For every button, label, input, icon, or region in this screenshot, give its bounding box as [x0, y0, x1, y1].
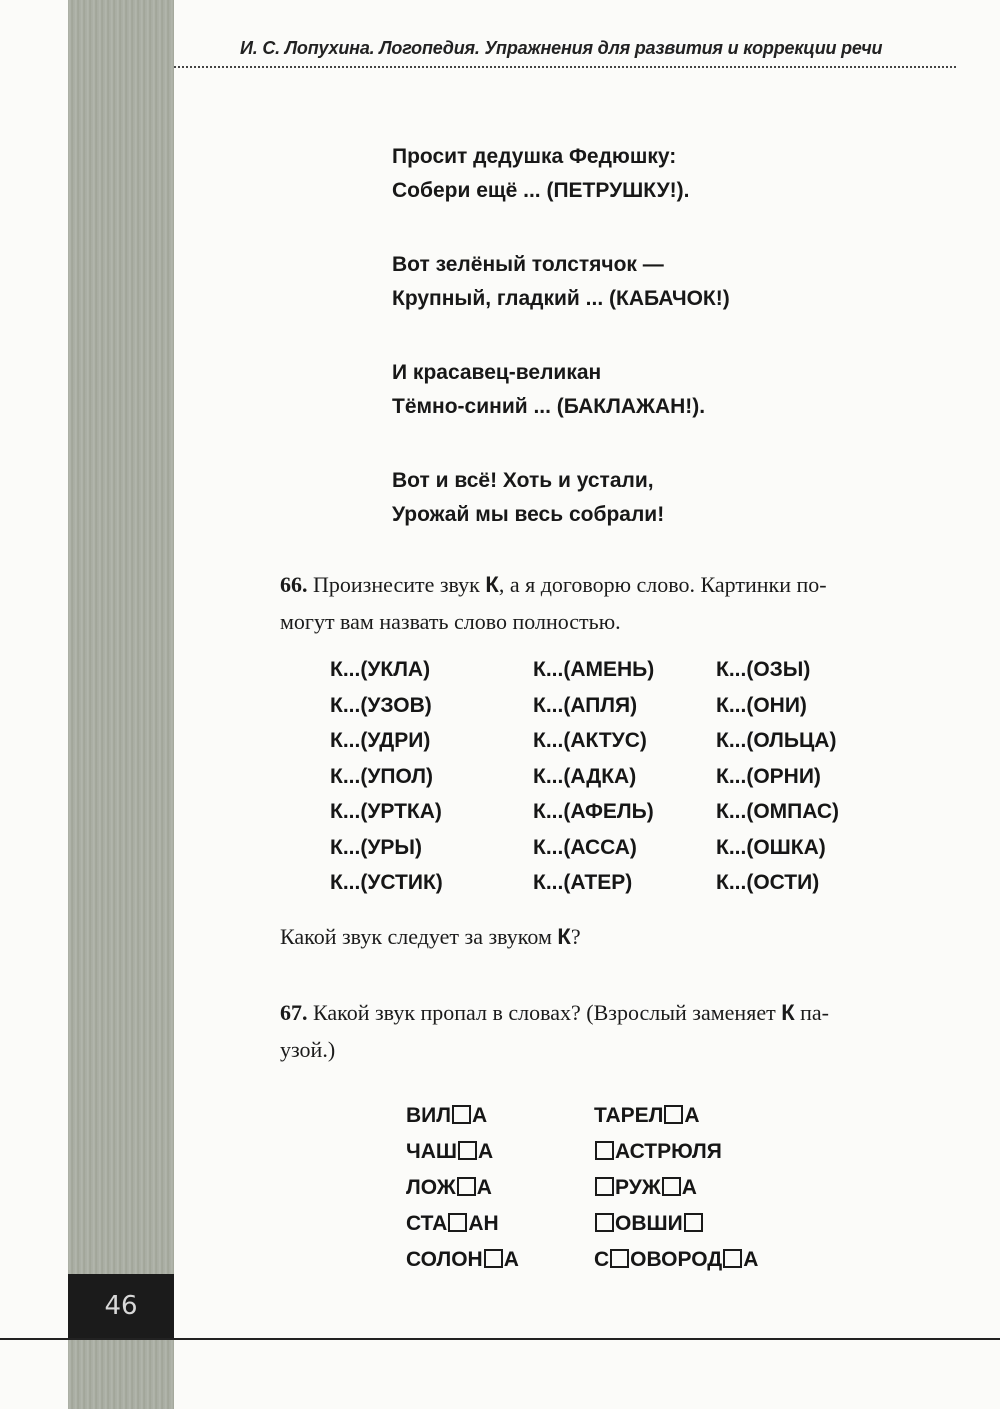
- task-67-instruction: [280, 994, 950, 1068]
- task-67-line-2: узой.): [280, 1037, 336, 1062]
- task-66-column-1: [330, 652, 443, 901]
- poem-line: Урожай мы весь собрали!: [392, 503, 665, 526]
- word-part: А: [743, 1248, 759, 1271]
- word-part: ОВШИ: [615, 1212, 683, 1235]
- question-text-b: ?: [570, 924, 581, 949]
- poem: [392, 140, 730, 572]
- word-part: ЧАШ: [406, 1140, 458, 1163]
- word-part: ТАРЕЛ: [594, 1104, 664, 1127]
- word-part: ВИЛ: [406, 1104, 451, 1127]
- word-part: АН: [468, 1212, 499, 1235]
- word-item: К...(УКЛА): [330, 658, 431, 681]
- task-66-text-a: Произнесите звук: [307, 572, 486, 597]
- task-66-text-b: , а я договорю слово. Картинки по-: [498, 572, 827, 597]
- word-item: К...(АТЕР): [533, 871, 633, 894]
- task-66-column-2: [533, 652, 654, 901]
- word-item: К...(ОМПАС): [716, 800, 840, 823]
- poem-stanza: [392, 356, 730, 424]
- missing-letter-box: [452, 1105, 471, 1124]
- word-item: К...(ОШКА): [716, 835, 826, 859]
- word-part: А: [476, 1176, 492, 1199]
- word-part: С: [594, 1248, 610, 1271]
- task-67-line-1: [280, 994, 950, 1031]
- word-item: К...(ОЛЬЦА): [716, 729, 837, 752]
- word-part: СОЛОН: [406, 1248, 483, 1271]
- word-item: К...(АССА): [533, 835, 637, 859]
- missing-letter-box: [664, 1105, 683, 1124]
- gap-word: [594, 1206, 758, 1242]
- task-67-text-a: Какой звук пропал в словах? (Взрослый заменяет: [307, 1000, 782, 1025]
- gap-word: [406, 1098, 519, 1134]
- task-66-line-1: [280, 566, 950, 603]
- word-item: К...(УСТИК): [330, 871, 443, 894]
- gap-word: [594, 1242, 758, 1278]
- word-item: К...(АПЛЯ): [533, 693, 638, 717]
- poem-line: Вот и всё! Хоть и устали,: [392, 469, 654, 492]
- missing-letter-box: [684, 1213, 703, 1232]
- running-head: И. С. Лопухина. Логопедия. Упражнения для развития и коррекции речи: [240, 38, 883, 58]
- word-item: К...(АДКА): [533, 764, 637, 788]
- page-edge-strip: [68, 0, 174, 1409]
- missing-letter-box: [458, 1141, 477, 1160]
- word-part: РУЖ: [615, 1176, 661, 1199]
- poem-line: Крупный, гладкий ... (КАБАЧОК!): [392, 287, 730, 310]
- missing-letter-box: [595, 1177, 614, 1196]
- question-text-a: Какой звук следует за звуком: [280, 924, 558, 949]
- word-item: К...(АКТУС): [533, 729, 647, 752]
- word-item: К...(УДРИ): [330, 729, 431, 752]
- poem-stanza: [392, 464, 730, 532]
- word-item: К...(ОНИ): [716, 693, 807, 717]
- poem-stanza: [392, 248, 730, 316]
- word-item: К...(АФЕЛЬ): [533, 800, 654, 823]
- gap-word: [594, 1098, 758, 1134]
- page-number-box: [68, 1274, 174, 1340]
- question-sound: К: [557, 924, 571, 949]
- poem-line: Просит дедушка Федюшку:: [392, 145, 677, 168]
- word-item: К...(УРЫ): [330, 835, 422, 859]
- missing-letter-box: [457, 1177, 476, 1196]
- word-part: ЛОЖ: [406, 1176, 456, 1199]
- poem-stanza: [392, 140, 730, 208]
- word-part: А: [472, 1104, 488, 1127]
- missing-letter-box: [595, 1141, 614, 1160]
- word-item: К...(УПОЛ): [330, 764, 434, 788]
- word-item: К...(АМЕНЬ): [533, 658, 655, 681]
- task-66-sound: К: [485, 572, 499, 597]
- word-part: СТА: [406, 1212, 448, 1235]
- word-part: ОВОРОД: [630, 1248, 723, 1271]
- word-part: А: [478, 1140, 494, 1163]
- task-67-column-2: [594, 1098, 758, 1278]
- task-66-number: 66.: [280, 572, 308, 597]
- gap-word: [406, 1134, 519, 1170]
- word-item: К...(УЗОВ): [330, 693, 432, 717]
- bottom-rule: [0, 1338, 1000, 1340]
- task-67-number: 67.: [280, 1000, 308, 1025]
- gap-word: [406, 1206, 519, 1242]
- gap-word: [406, 1242, 519, 1278]
- poem-line: Собери ещё ... (ПЕТРУШКУ!).: [392, 179, 690, 202]
- word-item: К...(ОСТИ): [716, 871, 820, 894]
- missing-letter-box: [448, 1213, 467, 1232]
- word-item: К...(ОЗЫ): [716, 658, 811, 681]
- word-part: А: [503, 1248, 519, 1271]
- task-66-line-2: могут вам назвать слово полностью.: [280, 609, 621, 634]
- task-66-instruction: [280, 566, 950, 640]
- gap-word: [406, 1170, 519, 1206]
- task-67-column-1: [406, 1098, 519, 1278]
- task-66-column-3: [716, 652, 839, 901]
- page-number: 46: [104, 1291, 138, 1321]
- missing-letter-box: [662, 1177, 681, 1196]
- missing-letter-box: [484, 1249, 503, 1268]
- task-67-sound: К: [781, 1000, 795, 1025]
- missing-letter-box: [595, 1213, 614, 1232]
- word-part: А: [681, 1176, 697, 1199]
- poem-line: Вот зелёный толстячок —: [392, 253, 664, 276]
- word-item: К...(ОРНИ): [716, 764, 821, 788]
- missing-letter-box: [610, 1249, 629, 1268]
- word-item: К...(УРТКА): [330, 800, 442, 823]
- word-part: АСТРЮЛЯ: [615, 1140, 722, 1163]
- poem-line: Тёмно-синий ... (БАКЛАЖАН!).: [392, 395, 706, 418]
- poem-line: И красавец-великан: [392, 361, 602, 384]
- running-head-rule: [174, 66, 956, 68]
- gap-word: [594, 1134, 758, 1170]
- task-66-question: [280, 924, 581, 950]
- word-part: А: [684, 1104, 700, 1127]
- gap-word: [594, 1170, 758, 1206]
- missing-letter-box: [723, 1249, 742, 1268]
- task-67-text-b: па-: [794, 1000, 830, 1025]
